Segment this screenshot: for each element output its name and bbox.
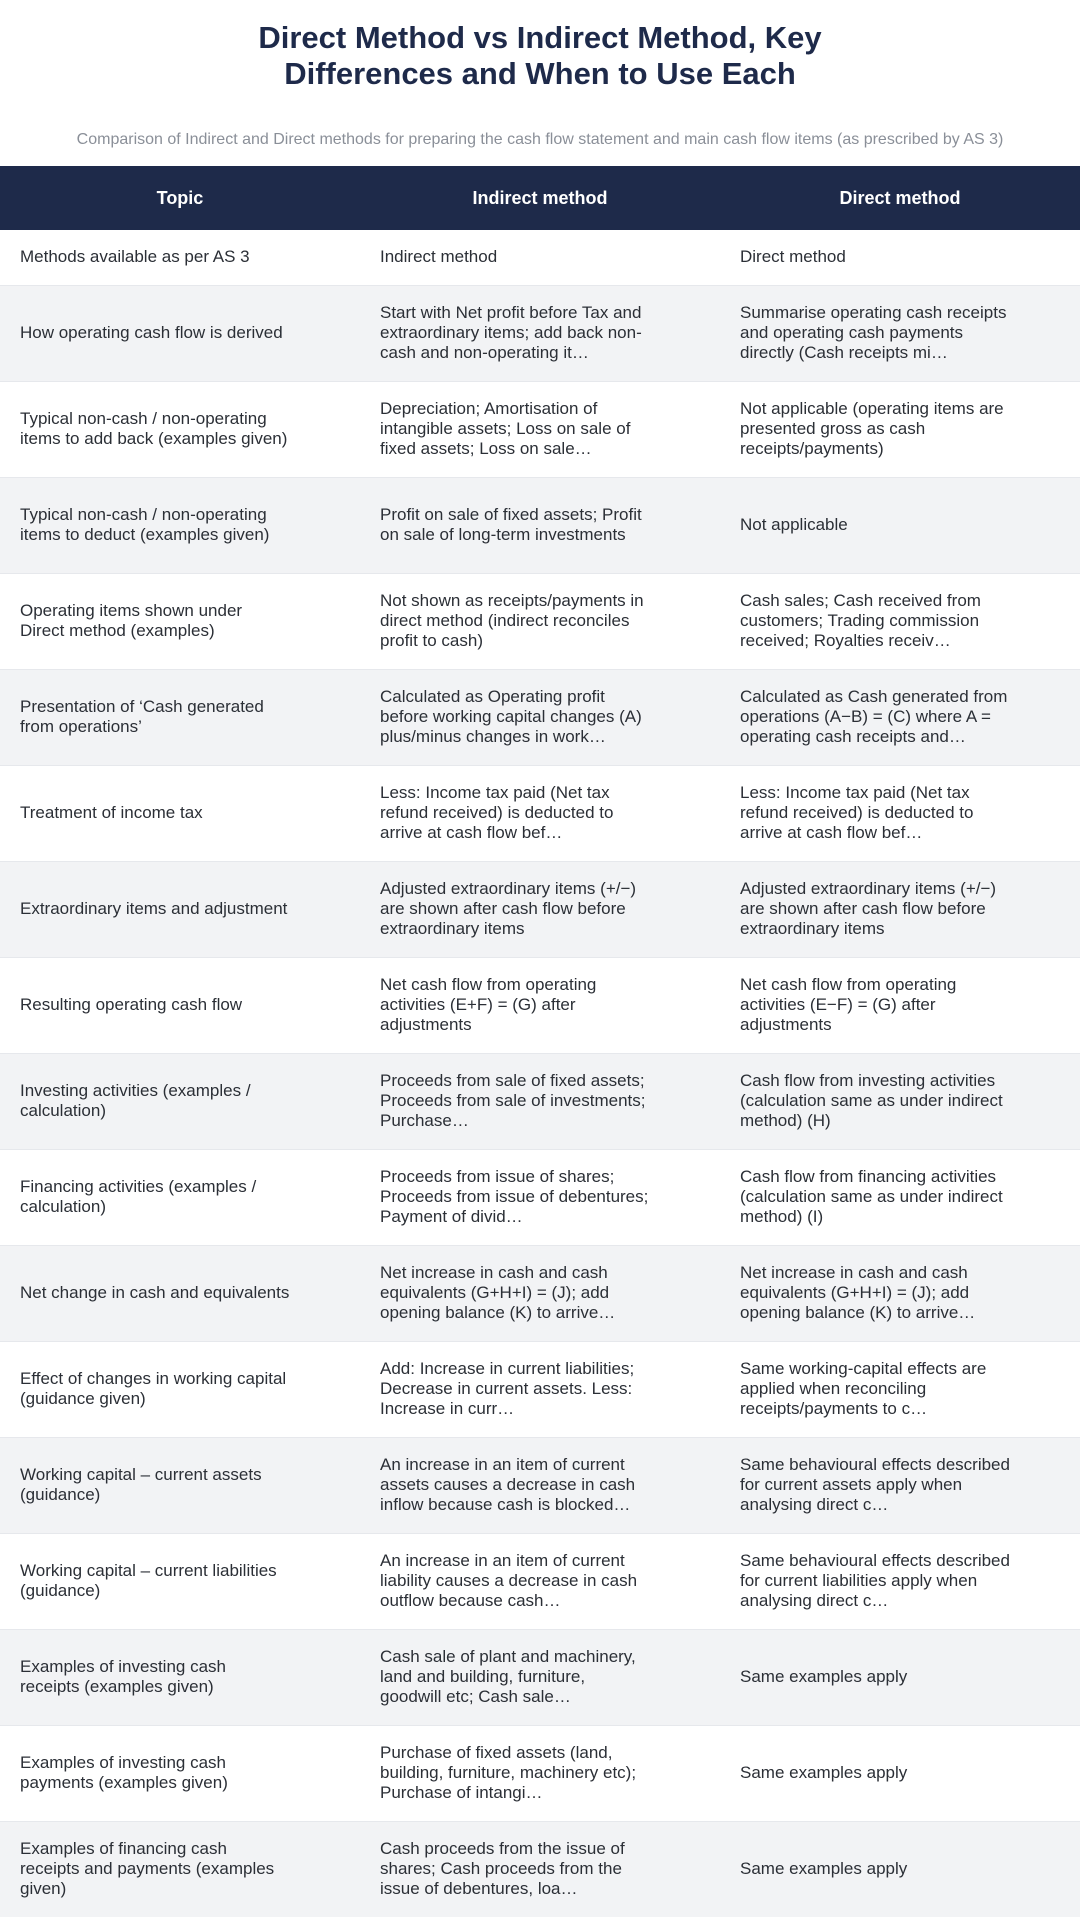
indirect-method-cell — [360, 765, 720, 861]
cell-text: Same examples apply — [740, 1763, 908, 1782]
cell-text: Depreciation; Amortisation of intangible assets; Loss on sale of fixed assets; Loss on sale… — [380, 399, 631, 458]
indirect-method-cell — [360, 1725, 720, 1821]
cell-text: Not shown as receipts/payments in direct method (indirect reconciles profit to cash) — [380, 591, 644, 650]
cell-text: Working capital – current liabilities (guidance) — [20, 1561, 277, 1600]
direct-method-cell — [720, 957, 1080, 1053]
indirect-method-cell — [360, 381, 720, 477]
cell-text: Typical non-cash / non-operating items to add back (examples given) — [20, 409, 288, 448]
cell-text: Not applicable (operating items are presented gross as cash receipts/payments) — [740, 399, 1004, 458]
cell-text: Profit on sale of fixed assets; Profit on sale of long-term investments — [380, 505, 642, 544]
cell-text: Same examples apply — [740, 1667, 908, 1686]
cell-text: Working capital – current assets (guidance) — [20, 1465, 262, 1504]
table-row — [0, 1437, 1080, 1533]
topic-cell — [0, 477, 360, 573]
topic-cell — [0, 1245, 360, 1341]
cell-text: Same working-capital effects are applied when reconciling receipts/payments to c… — [740, 1359, 987, 1418]
column-header-topic: Topic — [156, 187, 204, 208]
cell-text: Investing activities (examples / calculation) — [20, 1081, 251, 1120]
topic-cell — [0, 957, 360, 1053]
header — [0, 0, 1080, 150]
cell-text: Treatment of income tax — [20, 803, 203, 822]
topic-cell — [0, 285, 360, 381]
table-row — [0, 230, 1080, 285]
page-title: Direct Method vs Indirect Method, Key Differences and When to Use Each — [258, 20, 822, 91]
table-row — [0, 381, 1080, 477]
cell-text: Summarise operating cash receipts and operating cash payments directly (Cash receipts mi… — [740, 303, 1007, 362]
cell-text: Add: Increase in current liabilities; Decrease in current assets. Less: Increase in curr… — [380, 1359, 635, 1418]
table-row — [0, 669, 1080, 765]
indirect-method-cell — [360, 1341, 720, 1437]
direct-method-cell — [720, 1437, 1080, 1533]
cell-text: Same behavioural effects described for current liabilities apply when analysing direct c… — [740, 1551, 1010, 1610]
cell-text: Presentation of ‘Cash generated from operations’ — [20, 697, 264, 736]
topic-cell — [0, 669, 360, 765]
topic-cell — [0, 1533, 360, 1629]
cell-text: Resulting operating cash flow — [20, 995, 243, 1014]
indirect-method-cell — [360, 1053, 720, 1149]
indirect-method-cell — [360, 1629, 720, 1725]
cell-text: Cash proceeds from the issue of shares; Cash proceeds from the issue of debentures, loa… — [380, 1839, 625, 1899]
cell-text: Purchase of fixed assets (land, building, furniture, machinery etc); Purchase of intangi… — [380, 1743, 637, 1802]
cell-text: Typical non-cash / non-operating items to deduct (examples given) — [20, 505, 270, 544]
cell-text: Extraordinary items and adjustment — [20, 899, 288, 918]
header-row — [0, 166, 1080, 230]
table-row — [0, 765, 1080, 861]
table-body — [0, 230, 1080, 1917]
direct-method-cell — [720, 285, 1080, 381]
indirect-method-cell — [360, 1821, 720, 1917]
cell-text: Calculated as Operating profit before working capital changes (A) plus/minus changes in work… — [380, 687, 642, 746]
indirect-method-cell — [360, 957, 720, 1053]
cell-text: Same behavioural effects described for current assets apply when analysing direct c… — [740, 1455, 1010, 1514]
comparison-table — [0, 166, 1080, 1917]
cell-text: Cash flow from financing activities (calculation same as under indirect method) (I) — [740, 1167, 1003, 1226]
indirect-method-cell — [360, 573, 720, 669]
topic-cell — [0, 573, 360, 669]
direct-method-cell — [720, 1725, 1080, 1821]
direct-method-cell — [720, 669, 1080, 765]
cell-text: Examples of investing cash receipts (examples given) — [20, 1657, 226, 1696]
table-row — [0, 285, 1080, 381]
cell-text: Cash sale of plant and machinery, land and building, furniture, goodwill etc; Cash sale… — [380, 1647, 636, 1706]
cell-text: Examples of financing cash receipts and payments (examples given) — [20, 1839, 275, 1899]
indirect-method-cell — [360, 285, 720, 381]
cell-text: Direct method — [740, 247, 846, 267]
indirect-method-cell — [360, 477, 720, 573]
table-row — [0, 1341, 1080, 1437]
cell-text: Proceeds from issue of shares; Proceeds from issue of debentures; Payment of divid… — [380, 1167, 649, 1226]
topic-cell — [0, 1629, 360, 1725]
topic-cell — [0, 1821, 360, 1917]
indirect-method-cell — [360, 1437, 720, 1533]
table-row — [0, 1533, 1080, 1629]
cell-text: Adjusted extraordinary items (+/−) are shown after cash flow before extraordinary items — [740, 879, 997, 938]
cell-text: Start with Net profit before Tax and extraordinary items; add back non-cash and non-operating it… — [380, 303, 642, 362]
topic-cell — [0, 861, 360, 957]
table-row — [0, 477, 1080, 573]
table-row — [0, 1245, 1080, 1341]
cell-text: Indirect method — [380, 247, 498, 267]
direct-method-cell — [720, 477, 1080, 573]
topic-cell — [0, 1341, 360, 1437]
topic-cell — [0, 1725, 360, 1821]
direct-method-cell — [720, 765, 1080, 861]
direct-method-cell — [720, 1149, 1080, 1245]
topic-cell — [0, 381, 360, 477]
topic-cell — [0, 1149, 360, 1245]
table-row — [0, 957, 1080, 1053]
cell-text: An increase in an item of current liability causes a decrease in cash outflow because cash… — [380, 1551, 638, 1610]
column-header-direct: Direct method — [839, 187, 961, 208]
table-header — [0, 166, 1080, 230]
direct-method-cell — [720, 1053, 1080, 1149]
table-row — [0, 1725, 1080, 1821]
indirect-method-cell — [360, 1533, 720, 1629]
direct-method-cell — [720, 573, 1080, 669]
cell-text: How operating cash flow is derived — [20, 323, 283, 342]
table-row — [0, 1821, 1080, 1917]
cell-text: Net increase in cash and cash equivalents (G+H+I) = (J); add opening balance (K) to arrive… — [380, 1263, 616, 1322]
cell-text: Net cash flow from operating activities (E−F) = (G) after adjustments — [740, 975, 957, 1034]
cell-text: Calculated as Cash generated from operations (A−B) = (C) where A = operating cash receipts and… — [740, 687, 1008, 746]
cell-text: Same examples apply — [740, 1859, 908, 1879]
indirect-method-cell — [360, 1149, 720, 1245]
direct-method-cell — [720, 1821, 1080, 1917]
table-row — [0, 573, 1080, 669]
cell-text: Proceeds from sale of fixed assets; Proceeds from sale of investments; Purchase… — [380, 1071, 646, 1130]
cell-text: Adjusted extraordinary items (+/−) are shown after cash flow before extraordinary items — [380, 879, 637, 938]
cell-text: Financing activities (examples / calculation) — [20, 1177, 257, 1216]
direct-method-cell — [720, 1533, 1080, 1629]
cell-text: An increase in an item of current assets causes a decrease in cash inflow because cash is blocked… — [380, 1455, 636, 1514]
cell-text: Net cash flow from operating activities (E+F) = (G) after adjustments — [380, 975, 597, 1034]
direct-method-cell — [720, 381, 1080, 477]
page-subtitle: Comparison of Indirect and Direct methods for preparing the cash flow statement and main cash flow items (as prescribed by AS 3) — [76, 131, 1004, 148]
indirect-method-cell — [360, 1245, 720, 1341]
direct-method-cell — [720, 1245, 1080, 1341]
topic-cell — [0, 765, 360, 861]
direct-method-cell — [720, 861, 1080, 957]
direct-method-cell — [720, 1629, 1080, 1725]
table-row — [0, 1149, 1080, 1245]
cell-text: Operating items shown under Direct method (examples) — [20, 601, 243, 640]
indirect-method-cell — [360, 669, 720, 765]
cell-text: Less: Income tax paid (Net tax refund received) is deducted to arrive at cash flow bef… — [740, 783, 974, 842]
table-row — [0, 1053, 1080, 1149]
cell-text: Effect of changes in working capital (guidance given) — [20, 1369, 287, 1408]
column-header-indirect: Indirect method — [472, 187, 608, 208]
indirect-method-cell — [360, 230, 720, 285]
cell-text: Net increase in cash and cash equivalents (G+H+I) = (J); add opening balance (K) to arrive… — [740, 1263, 976, 1322]
topic-cell — [0, 1437, 360, 1533]
cell-text: Less: Income tax paid (Net tax refund received) is deducted to arrive at cash flow bef… — [380, 783, 614, 842]
direct-method-cell — [720, 1341, 1080, 1437]
cell-text: Methods available as per AS 3 — [20, 247, 250, 267]
topic-cell — [0, 230, 360, 285]
direct-method-cell — [720, 230, 1080, 285]
cell-text: Net change in cash and equivalents — [20, 1283, 290, 1302]
table-row — [0, 1629, 1080, 1725]
table-row — [0, 861, 1080, 957]
cell-text: Cash sales; Cash received from customers; Trading commission received; Royalties receiv… — [740, 591, 981, 650]
cell-text: Not applicable — [740, 515, 848, 534]
cell-text: Examples of investing cash payments (examples given) — [20, 1753, 228, 1792]
cell-text: Cash flow from investing activities (calculation same as under indirect method) (H) — [740, 1071, 1003, 1130]
indirect-method-cell — [360, 861, 720, 957]
topic-cell — [0, 1053, 360, 1149]
